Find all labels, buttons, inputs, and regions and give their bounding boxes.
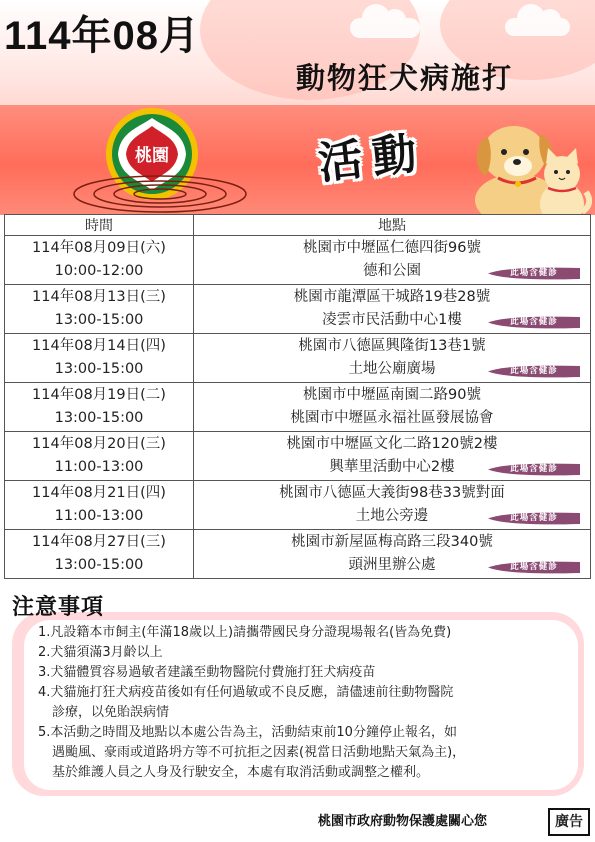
table-row bbox=[5, 481, 591, 530]
note-line: 遇颱風、豪雨或道路坍方等不可抗拒之因素(視當日活動地點天氣為主)， bbox=[52, 745, 466, 760]
date-text: 114年08月13日(三) bbox=[32, 289, 166, 305]
note-item bbox=[38, 723, 578, 783]
address-text: 桃園市龍潭區干城路19巷28號 bbox=[293, 289, 491, 305]
venue-text: 桃園市中壢區永福社區發展協會 bbox=[290, 410, 494, 426]
time-cell bbox=[5, 285, 194, 334]
table-row bbox=[5, 285, 591, 334]
location-cell bbox=[194, 334, 591, 383]
venue-line bbox=[194, 554, 590, 577]
time-range-text: 13:00-15:00 bbox=[54, 410, 144, 426]
health-check-tag-label: 此場含健診 bbox=[510, 268, 558, 278]
note-line: 3.犬貓體質容易過敏者建議至動物醫院付費施打狂犬病疫苗 bbox=[38, 665, 376, 680]
venue-text: 興華里活動中心2樓 bbox=[329, 459, 455, 475]
venue-text: 頭洲里辦公處 bbox=[348, 557, 436, 573]
location-cell bbox=[194, 236, 591, 285]
health-check-tag bbox=[488, 266, 580, 281]
health-check-tag bbox=[488, 511, 580, 526]
activity-title: 活動 bbox=[316, 127, 429, 190]
location-cell bbox=[194, 481, 591, 530]
location-cell bbox=[194, 285, 591, 334]
health-check-tag bbox=[488, 462, 580, 477]
venue-text: 土地公旁邊 bbox=[355, 508, 429, 524]
time-cell bbox=[5, 481, 194, 530]
dog-and-cat-illustration bbox=[462, 108, 592, 228]
time-range-text: 11:00-13:00 bbox=[54, 459, 144, 475]
venue-line bbox=[194, 260, 590, 283]
address-text: 桃園市八德區興隆街13巷1號 bbox=[298, 338, 486, 354]
date-text: 114年08月21日(四) bbox=[32, 485, 166, 501]
location-cell bbox=[194, 530, 591, 579]
table-row bbox=[5, 432, 591, 481]
location-cell bbox=[194, 383, 591, 432]
schedule-table bbox=[4, 214, 591, 579]
note-line: 診療，以免貽誤病情 bbox=[52, 705, 170, 720]
address-text: 桃園市中壢區文化二路120號2樓 bbox=[286, 436, 498, 452]
venue-text: 德和公園 bbox=[363, 263, 421, 279]
ad-badge: 廣告 bbox=[548, 808, 590, 836]
date-text: 114年08月09日(六) bbox=[32, 240, 166, 256]
time-cell bbox=[5, 334, 194, 383]
date-text: 114年08月19日(二) bbox=[32, 387, 166, 403]
time-range-text: 11:00-13:00 bbox=[54, 508, 144, 524]
venue-line bbox=[194, 407, 590, 430]
cloud-decoration bbox=[350, 18, 420, 38]
health-check-tag-label: 此場含健診 bbox=[510, 366, 558, 376]
venue-text: 土地公廟廣場 bbox=[348, 361, 436, 377]
note-line: 基於維護人員之人身及行駛安全，本處有取消活動或調整之權利。 bbox=[52, 765, 430, 780]
note-line: 2.犬貓須滿3月齡以上 bbox=[38, 645, 163, 660]
table-row bbox=[5, 236, 591, 285]
health-check-tag-label: 此場含健診 bbox=[510, 513, 558, 523]
address-text: 桃園市中壢區仁德四街96號 bbox=[303, 240, 481, 256]
agency-footer: 桃園市政府動物保護處關心您 bbox=[318, 814, 488, 829]
address-text: 桃園市中壢區南園二路90號 bbox=[303, 387, 481, 403]
note-line: 1.凡設籍本市飼主(年滿18歲以上)請攜帶國民身分證現場報名(皆為免費) bbox=[38, 625, 452, 640]
health-check-tag-label: 此場含健診 bbox=[510, 317, 558, 327]
table-row bbox=[5, 334, 591, 383]
date-text: 114年08月27日(三) bbox=[32, 534, 166, 550]
time-range-text: 10:00-12:00 bbox=[54, 263, 144, 279]
column-header-time: 時間 bbox=[5, 215, 194, 236]
time-cell bbox=[5, 530, 194, 579]
health-check-tag-label: 此場含健診 bbox=[510, 464, 558, 474]
venue-line bbox=[194, 456, 590, 479]
page-date-title: 114年08月 bbox=[4, 14, 201, 58]
address-text: 桃園市八德區大義街98巷33號對面 bbox=[279, 485, 505, 501]
address-text: 桃園市新屋區梅高路三段340號 bbox=[291, 534, 493, 550]
note-item bbox=[38, 623, 578, 643]
note-line: 5.本活動之時間及地點以本處公告為主，活動結束前10分鐘停止報名，如 bbox=[38, 725, 457, 740]
water-ripple-decoration bbox=[70, 170, 250, 215]
health-check-tag bbox=[488, 364, 580, 379]
date-text: 114年08月14日(四) bbox=[32, 338, 166, 354]
note-item bbox=[38, 663, 578, 683]
column-header-location: 地點 bbox=[194, 215, 591, 236]
table-row bbox=[5, 383, 591, 432]
venue-text: 凌雲市民活動中心1樓 bbox=[322, 312, 462, 328]
note-item bbox=[38, 683, 578, 723]
time-cell bbox=[5, 432, 194, 481]
venue-line bbox=[194, 358, 590, 381]
time-range-text: 13:00-15:00 bbox=[54, 557, 144, 573]
notes-list bbox=[38, 623, 578, 783]
health-check-tag bbox=[488, 315, 580, 330]
time-range-text: 13:00-15:00 bbox=[54, 361, 144, 377]
cloud-decoration bbox=[505, 18, 570, 36]
health-check-tag-label: 此場含健診 bbox=[510, 562, 558, 572]
time-range-text: 13:00-15:00 bbox=[54, 312, 144, 328]
table-header-row bbox=[5, 215, 591, 236]
time-cell bbox=[5, 236, 194, 285]
health-check-tag bbox=[488, 560, 580, 575]
note-line: 4.犬貓施打狂犬病疫苗後如有任何過敏或不良反應，請儘速前往動物醫院 bbox=[38, 685, 454, 700]
time-cell bbox=[5, 383, 194, 432]
event-title: 動物狂犬病施打 bbox=[296, 61, 514, 95]
table-row bbox=[5, 530, 591, 579]
date-text: 114年08月20日(三) bbox=[32, 436, 166, 452]
notes-heading: 注意事項 bbox=[12, 595, 105, 620]
emblem-text: 桃園 bbox=[135, 146, 169, 166]
note-item bbox=[38, 643, 578, 663]
venue-line bbox=[194, 505, 590, 528]
location-cell bbox=[194, 432, 591, 481]
venue-line bbox=[194, 309, 590, 332]
